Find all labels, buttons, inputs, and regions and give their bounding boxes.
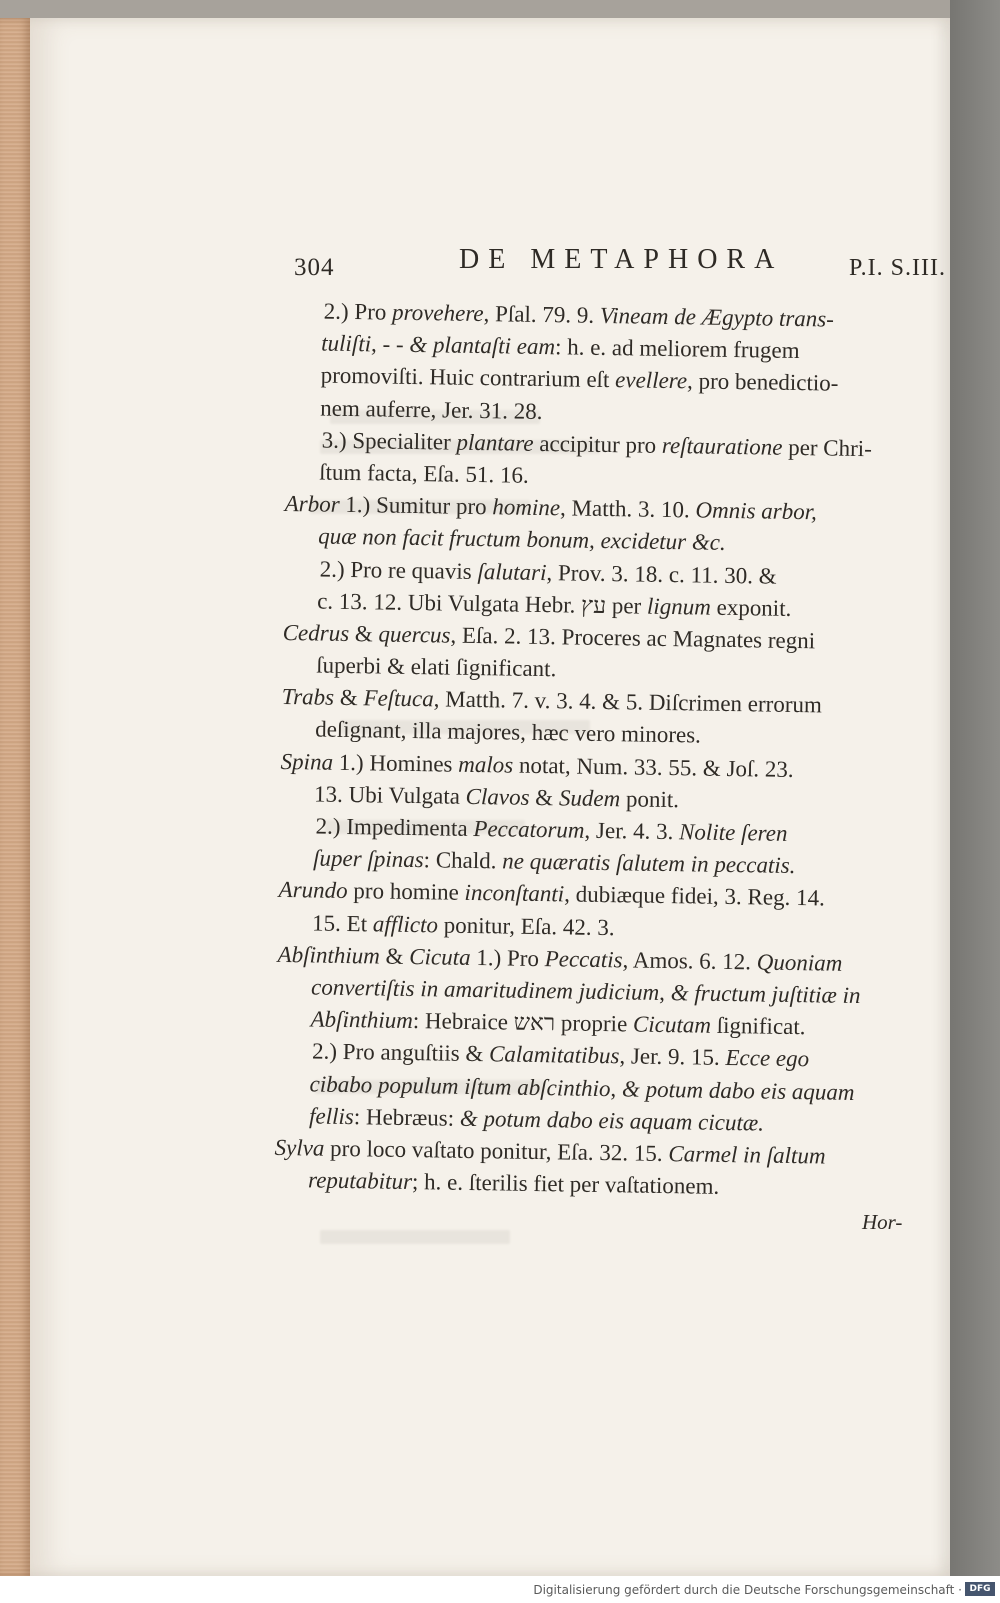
italic-text-segment: Spina	[280, 748, 334, 775]
text-segment: 3.) Specialiter	[321, 427, 457, 455]
text-segment: , Prov. 3. 18. c. 11. 30. &	[546, 559, 777, 589]
digitization-footer	[0, 1576, 1000, 1603]
text-segment: 2.) Pro	[323, 298, 393, 325]
italic-text-segment: Arundo	[278, 877, 348, 904]
funding-credit: Digitalisierung gefördert durch die Deutsche Forschungsgemeinschaft ·	[533, 1583, 962, 1597]
italic-text-segment: lignum	[646, 593, 712, 620]
italic-text-segment: Omnis arbor,	[695, 497, 818, 525]
italic-text-segment: Carmel in ſaltum	[668, 1140, 826, 1169]
text-segment: , Amos. 6. 12.	[622, 947, 757, 975]
text-segment: &	[379, 943, 410, 969]
text-segment: ſignificat.	[710, 1012, 806, 1040]
italic-text-segment: afflicto	[372, 910, 439, 937]
text-segment: per Chri-	[782, 434, 873, 461]
text-segment: 1.) Sumitur pro	[339, 491, 493, 520]
page-header	[294, 244, 954, 284]
italic-text-segment: homine	[492, 494, 561, 521]
italic-text-segment: Quoniam	[756, 949, 843, 976]
text-segment: pro loco vaſtato ponitur, Eſa. 32. 15.	[324, 1135, 669, 1166]
text-segment: , - -	[370, 331, 410, 358]
scan-right-margin	[950, 0, 1000, 1603]
italic-text-segment: provehere	[391, 299, 484, 327]
text-segment: 1.) Homines	[332, 749, 459, 777]
italic-text-segment: Nolite ſeren	[678, 819, 788, 846]
text-segment: : Chald.	[423, 847, 503, 874]
italic-text-segment: Abſinthium	[310, 1006, 414, 1034]
text-segment: 15. Et	[311, 910, 374, 936]
text-segment: , Jer. 9. 15.	[619, 1043, 726, 1071]
italic-text-segment: & potum dabo eis aquam cicutæ.	[459, 1105, 765, 1136]
text-segment: exponit.	[710, 594, 792, 621]
text-segment: &	[529, 784, 560, 811]
italic-text-segment: reputabitur	[307, 1167, 413, 1195]
text-segment: deſignant, illa majores, hæc vero minores.	[314, 716, 702, 748]
text-segment: , pro benedictio-	[686, 368, 839, 397]
text-segment: ponitur, Eſa. 42. 3.	[437, 911, 615, 940]
italic-text-segment: ne quæratis ſalutem in peccatis.	[502, 848, 796, 879]
italic-text-segment: Calamitatibus	[488, 1041, 620, 1069]
text-segment: : Hebræus:	[353, 1103, 461, 1131]
text-segment: accipitur pro	[533, 430, 663, 458]
section-label: P.I. S.III.	[848, 255, 946, 281]
text-segment: promoviſti. Huic contrarium eſt	[320, 362, 616, 393]
text-segment: ,	[659, 979, 671, 1006]
italic-text-segment: & potum dabo eis aquam	[621, 1075, 855, 1105]
italic-text-segment: Arbor	[284, 491, 340, 517]
text-segment: , Matth. 3. 10.	[559, 495, 696, 523]
italic-text-segment: Feſtuca	[363, 685, 434, 712]
text-segment: 2.) Pro re quavis	[319, 556, 478, 584]
text-segment: , dubiæque fidei, 3. Reg. 14.	[564, 881, 826, 911]
running-title: DE METAPHORA	[459, 244, 784, 275]
body-text	[274, 295, 938, 1206]
text-segment: 2.) Impedimenta	[315, 813, 474, 841]
text-segment: notat, Num. 33. 55. & Joſ. 23.	[513, 752, 794, 782]
text-segment: nem auferre, Jer. 31. 28.	[320, 395, 543, 424]
text-segment: pro homine	[347, 878, 465, 906]
text-segment: , Eſa. 2. 13. Proceres ac Magnates regni	[450, 622, 816, 654]
italic-text-segment: tuliſti	[321, 330, 372, 357]
text-segment: ,	[610, 1075, 623, 1101]
italic-text-segment: & plantaſti eam	[409, 332, 556, 360]
text-segment: , Matth. 7. v. 3. 4. & 5. Diſcrimen errorum	[433, 686, 823, 718]
page-number: 304	[294, 254, 335, 281]
italic-text-segment: inconſtanti	[464, 880, 565, 907]
catchword: Hor-	[862, 1210, 903, 1234]
italic-text-segment: fellis	[308, 1103, 355, 1129]
text-segment: ſuperbi & elati ſignificant.	[315, 652, 557, 682]
text-segment: , Jer. 4. 3.	[584, 817, 680, 845]
italic-text-segment: Cicutam	[632, 1011, 712, 1038]
text-segment: &	[333, 685, 364, 711]
italic-text-segment: Peccatorum	[473, 815, 585, 843]
italic-text-segment: quæ non facit fructum bonum, excidetur &c.	[318, 523, 726, 556]
scan-top-margin	[0, 0, 1000, 18]
italic-text-segment: ſuper ſpinas	[312, 845, 424, 873]
text-segment: 13. Ubi Vulgata	[313, 781, 466, 809]
italic-text-segment: Cedrus	[282, 619, 350, 646]
italic-text-segment: convertiſtis in amaritudinem judicium	[310, 974, 660, 1005]
text-segment: 1.) Pro	[470, 944, 545, 971]
book-edge	[0, 18, 30, 1576]
text-segment: &	[348, 620, 379, 647]
italic-text-segment: Sudem	[558, 785, 621, 812]
italic-text-segment: Clavos	[465, 783, 530, 810]
text-segment: ; h. e. ſterilis fiet per vaſtationem.	[411, 1169, 720, 1199]
text-segment: , Pſal. 79. 9.	[483, 301, 601, 328]
text-segment: ſtum facta, Eſa. 51. 16.	[319, 459, 529, 488]
italic-text-segment: Sylva	[274, 1134, 325, 1161]
italic-text-segment: cibabo populum iſtum abſcinthio	[309, 1070, 611, 1101]
italic-text-segment: Trabs	[281, 684, 335, 711]
text-segment: 2.) Pro anguſtiis &	[311, 1038, 490, 1067]
italic-text-segment: plantare	[456, 429, 534, 456]
italic-text-segment: malos	[458, 751, 514, 778]
text-segment: : h. e. ad meliorem frugem	[554, 334, 800, 364]
italic-text-segment: & fructum juſtitiæ in	[670, 980, 861, 1009]
dfg-logo: DFG	[965, 1582, 995, 1596]
text-segment: : Hebraice ראש proprie	[412, 1008, 634, 1037]
italic-text-segment: reſtauratione	[661, 432, 783, 460]
italic-text-segment: Abſinthium	[277, 941, 381, 969]
italic-text-segment: evellere	[614, 367, 688, 394]
italic-text-segment: quercus	[378, 621, 451, 648]
text-segment: ponit.	[620, 786, 680, 813]
italic-text-segment: Vineam de Ægypto trans-	[599, 302, 835, 332]
text-segment: c. 13. 12. Ubi Vulgata Hebr. עץ per	[317, 588, 648, 619]
italic-text-segment: Cicuta	[409, 943, 471, 970]
italic-text-segment: ſalutari	[477, 558, 547, 585]
italic-text-segment: Ecce ego	[725, 1045, 810, 1072]
italic-text-segment: Peccatis	[544, 945, 623, 973]
